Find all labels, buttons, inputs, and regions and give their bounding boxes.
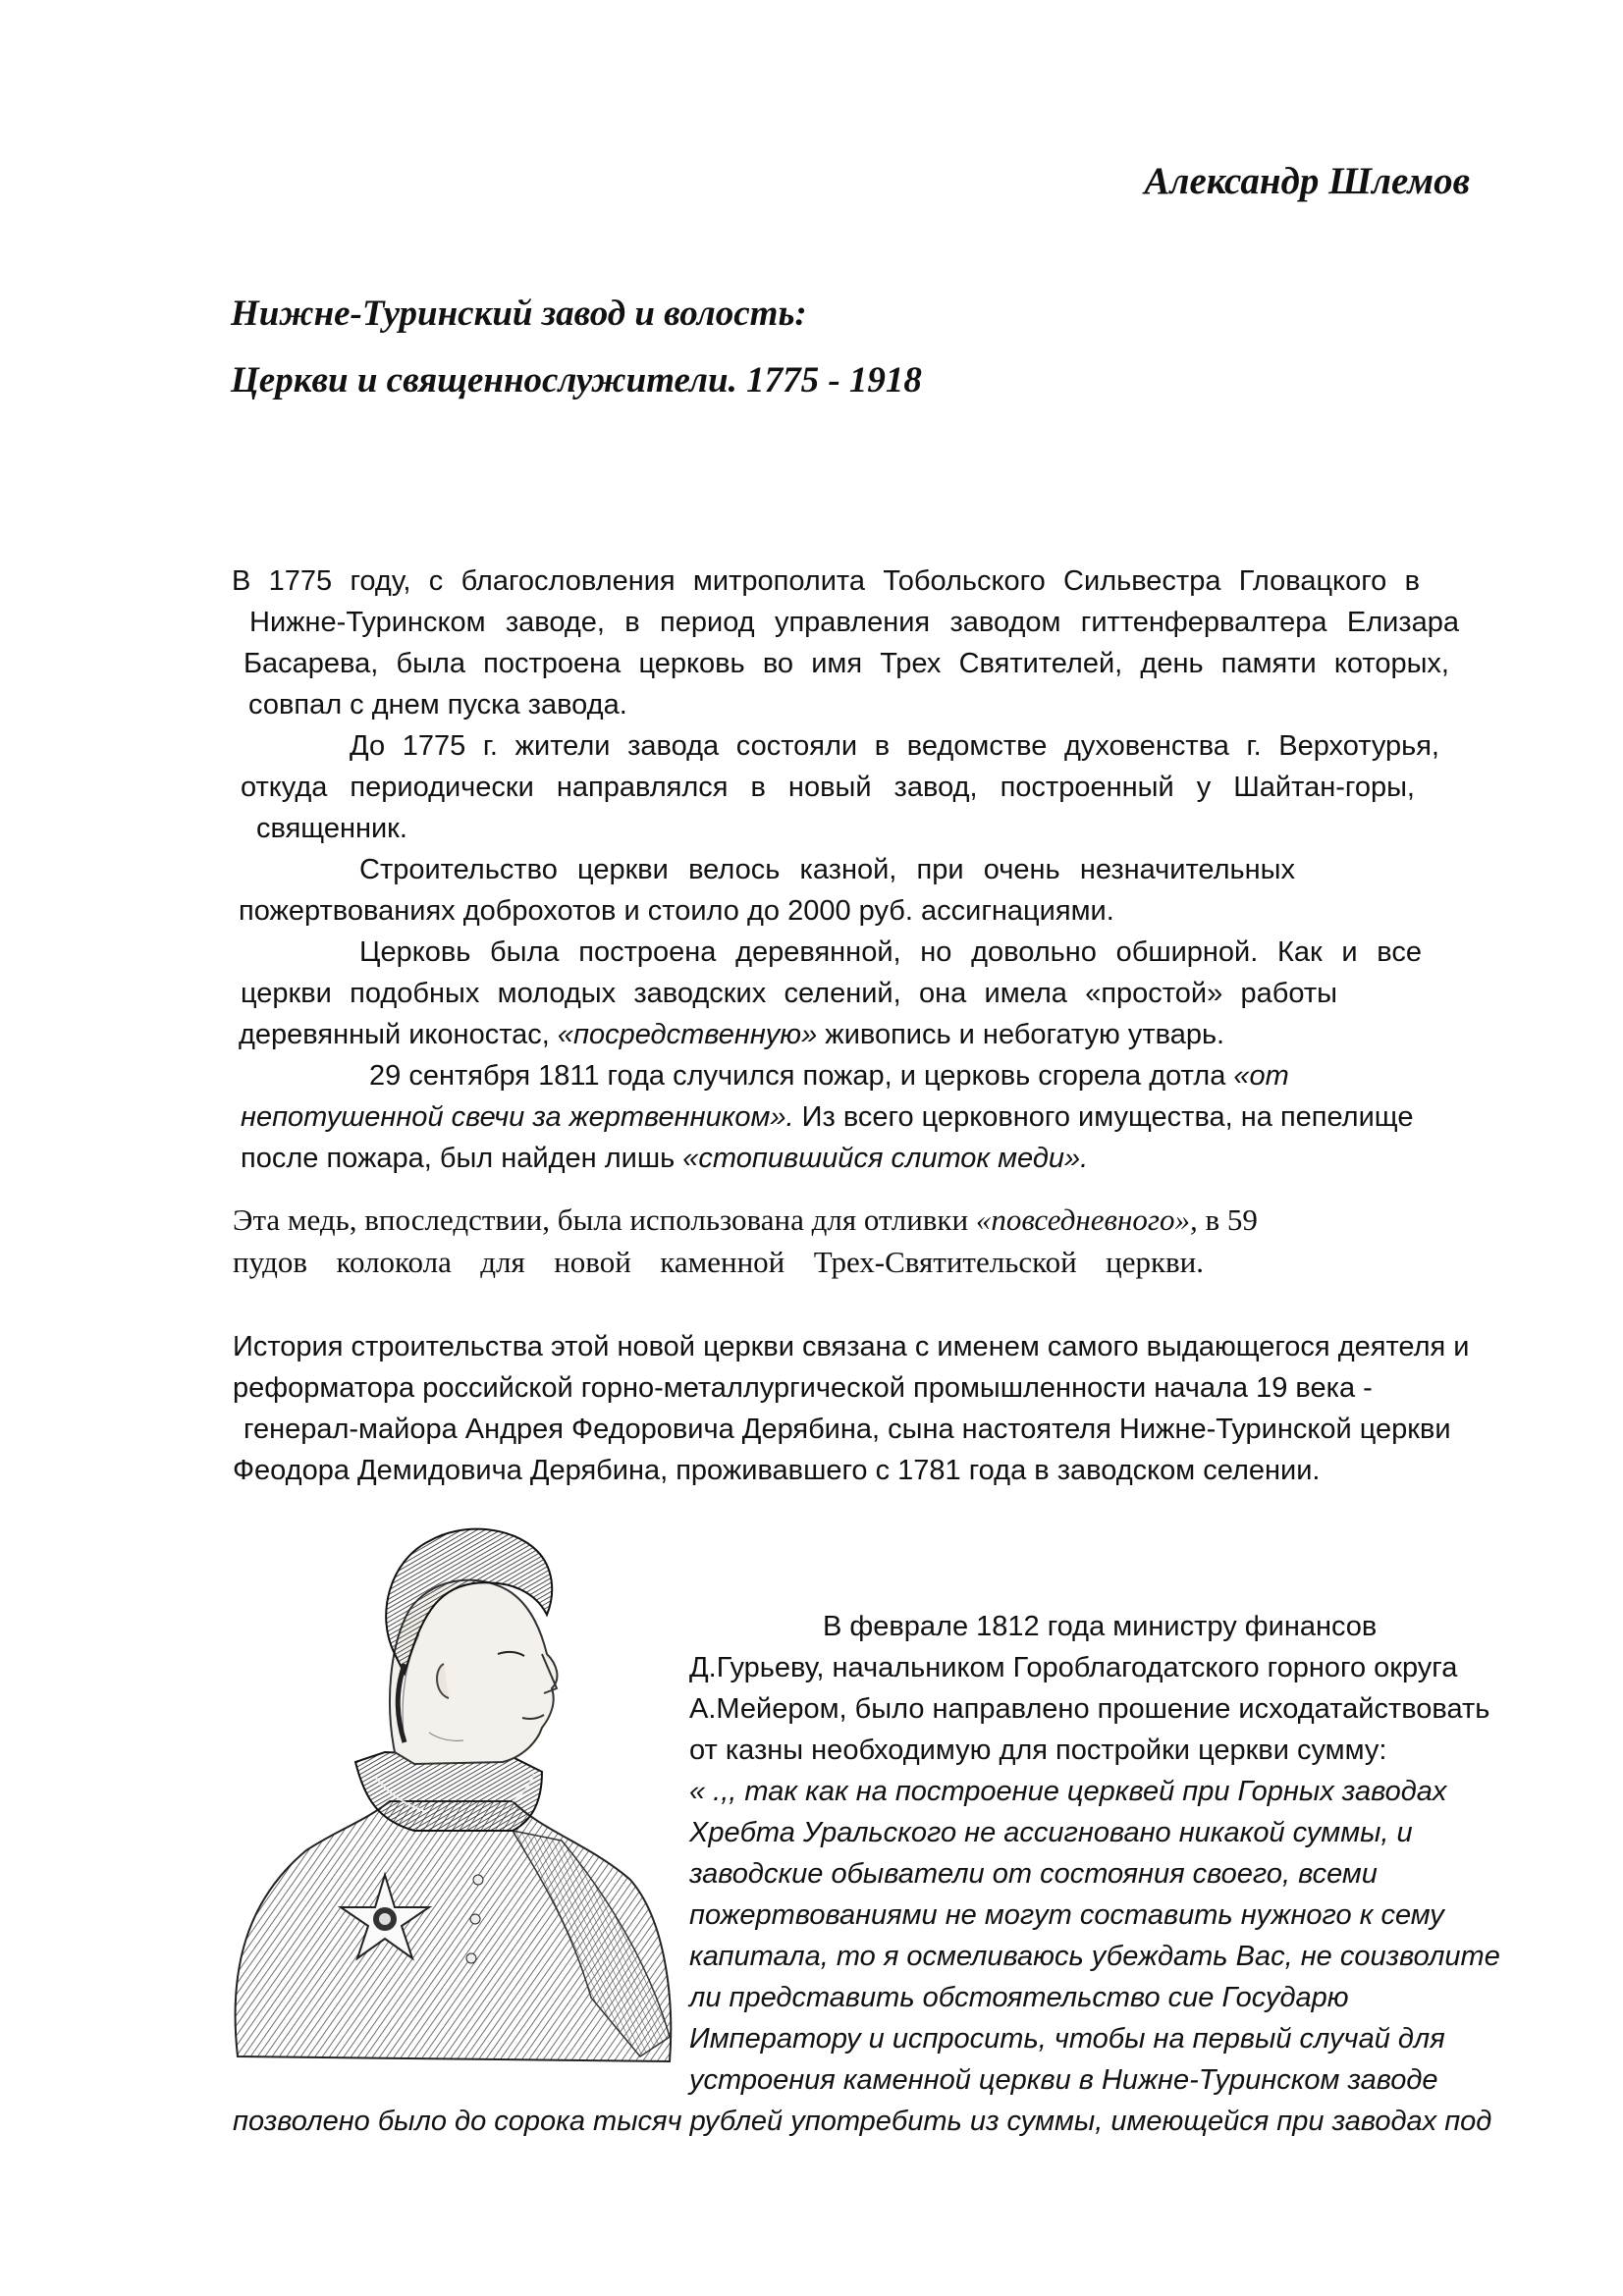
quote-span: непотушенной свечи за жертвенником».: [241, 1101, 794, 1133]
quote-line: « .,, так как на построение церквей при Горных заводах: [689, 1776, 1447, 1807]
text-line: совпал с днем пуска завода.: [248, 689, 627, 721]
text-line: Д.Гурьеву, начальником Гороблагодатского горного округа: [689, 1652, 1458, 1683]
text-line: пожертвованиях доброхотов и стоило до 2000 руб. ассигнациями.: [239, 895, 1114, 927]
text-line: церкви подобных молодых заводских селений, она имела «простой» работы: [241, 978, 1337, 1009]
quote-line: заводские обыватели от состояния своего, всеми: [689, 1858, 1378, 1890]
quote-line: Хребта Уральского не ассигновано никакой суммы, и: [689, 1817, 1413, 1848]
text-line: [233, 1204, 1258, 1235]
text-line: Строительство церкви велось казной, при очень незначительных: [359, 854, 1295, 885]
quote-span: «от: [1233, 1060, 1289, 1092]
quote-line: пожертвованиями не могут составить нужного к сему: [689, 1899, 1444, 1931]
text-line: А.Мейером, было направлено прошение исходатайствовать: [689, 1693, 1490, 1725]
quote-span: «повседневного»,: [975, 1202, 1198, 1237]
text-span: живопись и небогатую утварь.: [817, 1019, 1225, 1050]
text-line: генерал-майора Андрея Федоровича Дерябина, сына настоятеля Нижне-Туринской церкви: [243, 1414, 1451, 1445]
text-line: В феврале 1812 года министру финансов: [823, 1611, 1378, 1642]
quote-line: Императору и испросить, чтобы на первый случай для: [689, 2023, 1445, 2055]
quote-line: капитала, то я осмеливаюсь убеждать Вас, не соизволите: [689, 1941, 1500, 1972]
text-line: пудов колокола для новой каменной Трех-Святительской церкви.: [233, 1245, 1204, 1279]
quote-line: устроения каменной церкви в Нижне-Туринском заводе: [689, 2064, 1438, 2096]
text-span: Из всего церковного имущества, на пепелище: [793, 1101, 1414, 1133]
text-line: До 1775 г. жители завода состояли в ведомстве духовенства г. Верхотурья,: [350, 730, 1439, 762]
text-line: от казны необходимую для постройки церкви сумму:: [689, 1735, 1387, 1766]
document-title-line-1: Нижне-Туринский завод и волость:: [231, 294, 807, 334]
text-line: В 1775 году, с благословления митрополита Тобольского Сильвестра Гловацкого в: [232, 565, 1420, 597]
text-line: священник.: [256, 813, 407, 844]
text-line: Церковь была построена деревянной, но довольно обширной. Как и все: [359, 936, 1422, 968]
portrait-engraving: [218, 1507, 679, 2066]
text-line: Феодора Демидовича Дерябина, проживавшего с 1781 года в заводском селении.: [233, 1455, 1321, 1486]
author-name: Александр Шлемов: [1144, 160, 1470, 202]
text-line: откуда периодически направлялся в новый завод, построенный у Шайтан-горы,: [241, 772, 1415, 803]
text-line: История строительства этой новой церкви связана с именем самого выдающегося деятеля и: [233, 1331, 1470, 1362]
text-line: [239, 1021, 1224, 1049]
text-line: Басарева, была построена церковь во имя Трех Святителей, день памяти которых,: [243, 648, 1449, 679]
text-line: [369, 1062, 1380, 1091]
text-line: Нижне-Туринском заводе, в период управления заводом гиттенфервалтера Елизара: [249, 607, 1459, 638]
text-line: реформатора российской горно-металлургической промышленности начала 19 века -: [233, 1372, 1373, 1404]
quote-span: «стопившийся слиток меди».: [682, 1143, 1089, 1174]
text-line: [241, 1145, 1088, 1173]
text-span: Эта медь, впоследствии, была использована для отливки: [233, 1202, 976, 1237]
text-span: после пожара, был найден лишь: [241, 1143, 683, 1174]
text-span: в 59: [1197, 1202, 1258, 1237]
quote-span: «посредственную»: [557, 1019, 818, 1050]
quote-line: ли представить обстоятельство сие Государю: [689, 1982, 1349, 2013]
text-span: 29 сентября 1811 года случился пожар, и церковь сгорела дотла: [369, 1060, 1234, 1092]
quote-line: позволено было до сорока тысяч рублей употребить из суммы, имеющейся при заводах под: [233, 2106, 1492, 2137]
text-span: деревянный иконостас,: [239, 1019, 558, 1050]
document-title-line-2: Церкви и священнослужители. 1775 - 1918: [231, 360, 922, 400]
text-line: [241, 1103, 1413, 1132]
